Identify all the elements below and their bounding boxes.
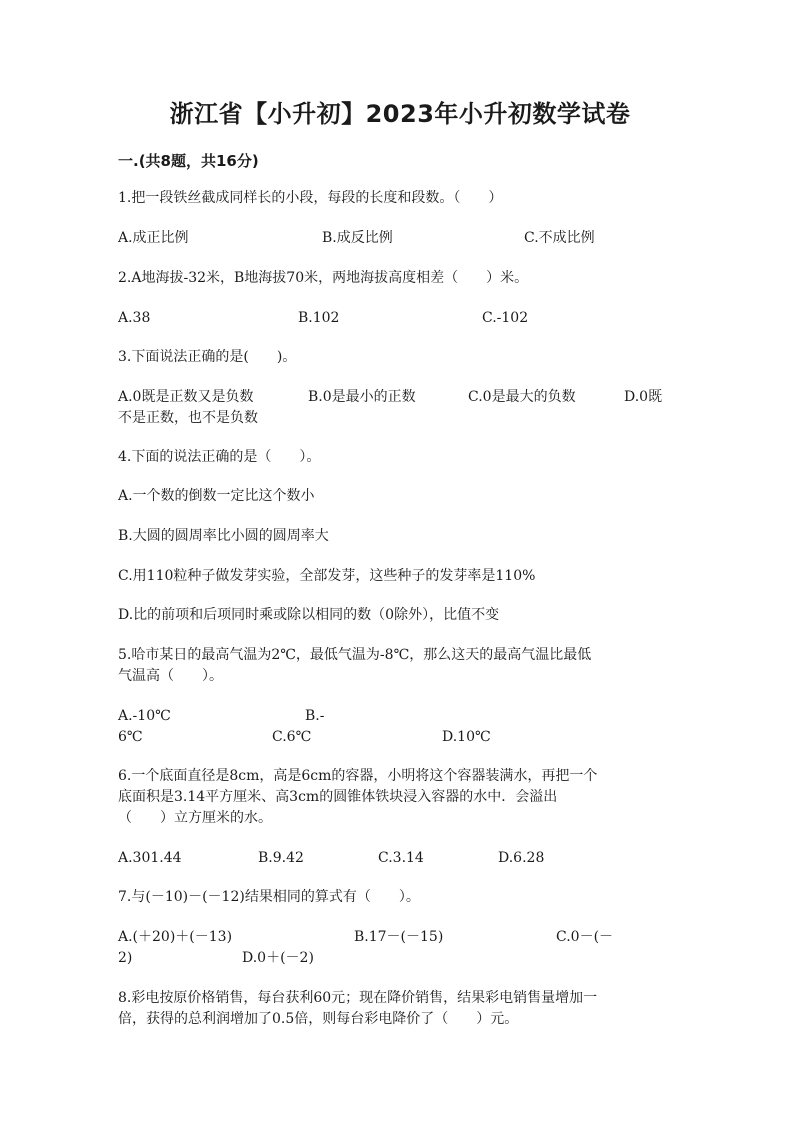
- question-3-option-b: B.0是最小的正数: [308, 389, 416, 405]
- question-2-option-b: B.102: [298, 310, 340, 326]
- question-4-option-a: A.一个数的倒数一定比这个数小: [118, 488, 315, 504]
- question-5-option-c: C.6℃: [272, 729, 312, 745]
- question-8-stem-continued: 倍，获得的总利润增加了0.5倍，则每台彩电降价了（ ）元。: [118, 1011, 519, 1027]
- question-5-stem: 5.哈市某日的最高气温为2℃，最低气温为-8℃，那么这天的最高气温比最低: [118, 647, 592, 663]
- question-3-option-d: D.0既: [624, 389, 663, 405]
- question-5-option-b-continued: 6℃: [118, 729, 143, 745]
- question-6-stem-line-3: （ ）立方厘米的水。: [118, 810, 272, 826]
- question-5-option-a: A.-10℃: [118, 708, 171, 724]
- question-7-option-c-continued: 2): [118, 950, 133, 966]
- question-4-option-d: D.比的前项和后项同时乘或除以相同的数（0除外），比值不变: [118, 607, 500, 623]
- question-5-option-b: B.-: [305, 708, 325, 724]
- question-7-option-d: D.0＋(－2): [242, 950, 314, 966]
- question-1-option-c: C.不成比例: [524, 230, 595, 246]
- page-title: 浙江省【小升初】2023年小升初数学试卷: [169, 100, 631, 128]
- question-3-stem: 3.下面说法正确的是( )。: [118, 349, 297, 365]
- question-6-option-c: C.3.14: [378, 850, 424, 866]
- question-4-option-b: B.大圆的圆周率比小圆的圆周率大: [118, 528, 329, 544]
- question-5-option-d: D.10℃: [442, 729, 491, 745]
- question-4-option-c: C.用110粒种子做发芽实验，全部发芽，这些种子的发芽率是110%: [118, 568, 536, 584]
- question-3-option-c: C.0是最大的负数: [468, 389, 576, 405]
- question-7-stem: 7.与(－10)－(－12)结果相同的算式有（ ）。: [118, 889, 420, 905]
- question-6-stem-line-2: 底面积是3.14平方厘米、高3cm的圆锥体铁块浸入容器的水中．会溢出: [118, 789, 558, 805]
- question-3-option-d-continued: 不是正数，也不是负数: [118, 410, 258, 426]
- question-6-option-d: D.6.28: [498, 850, 545, 866]
- question-8-stem: 8.彩电按原价格销售，每台获利60元；现在降价销售，结果彩电销售量增加一: [118, 990, 598, 1006]
- section-heading: 一.(共8题，共16分): [118, 152, 259, 170]
- question-2-option-c: C.-102: [482, 310, 529, 326]
- question-1-option-a: A.成正比例: [118, 230, 189, 246]
- question-7-option-b: B.17－(－15): [354, 929, 444, 945]
- question-2-option-a: A.38: [118, 310, 151, 326]
- question-6-option-a: A.301.44: [118, 850, 182, 866]
- question-7-option-a: A.(＋20)＋(－13): [118, 929, 233, 945]
- question-6-option-b: B.9.42: [258, 850, 304, 866]
- question-7-option-c: C.0－(－: [556, 929, 614, 945]
- question-3-option-a: A.0既是正数又是负数: [118, 389, 254, 405]
- question-2-stem: 2.A地海拔-32米，B地海拔70米，两地海拔高度相差（ ）米。: [118, 270, 529, 286]
- question-5-stem-continued: 气温高（ ）。: [118, 668, 223, 684]
- question-1-option-b: B.成反比例: [322, 230, 393, 246]
- question-4-stem: 4.下面的说法正确的是（ ）。: [118, 449, 321, 465]
- question-1-stem: 1.把一段铁丝截成同样长的小段，每段的长度和段数。（ ）: [118, 190, 503, 206]
- question-6-stem: 6.一个底面直径是8cm，高是6cm的容器，小明将这个容器装满水，再把一个: [118, 768, 598, 784]
